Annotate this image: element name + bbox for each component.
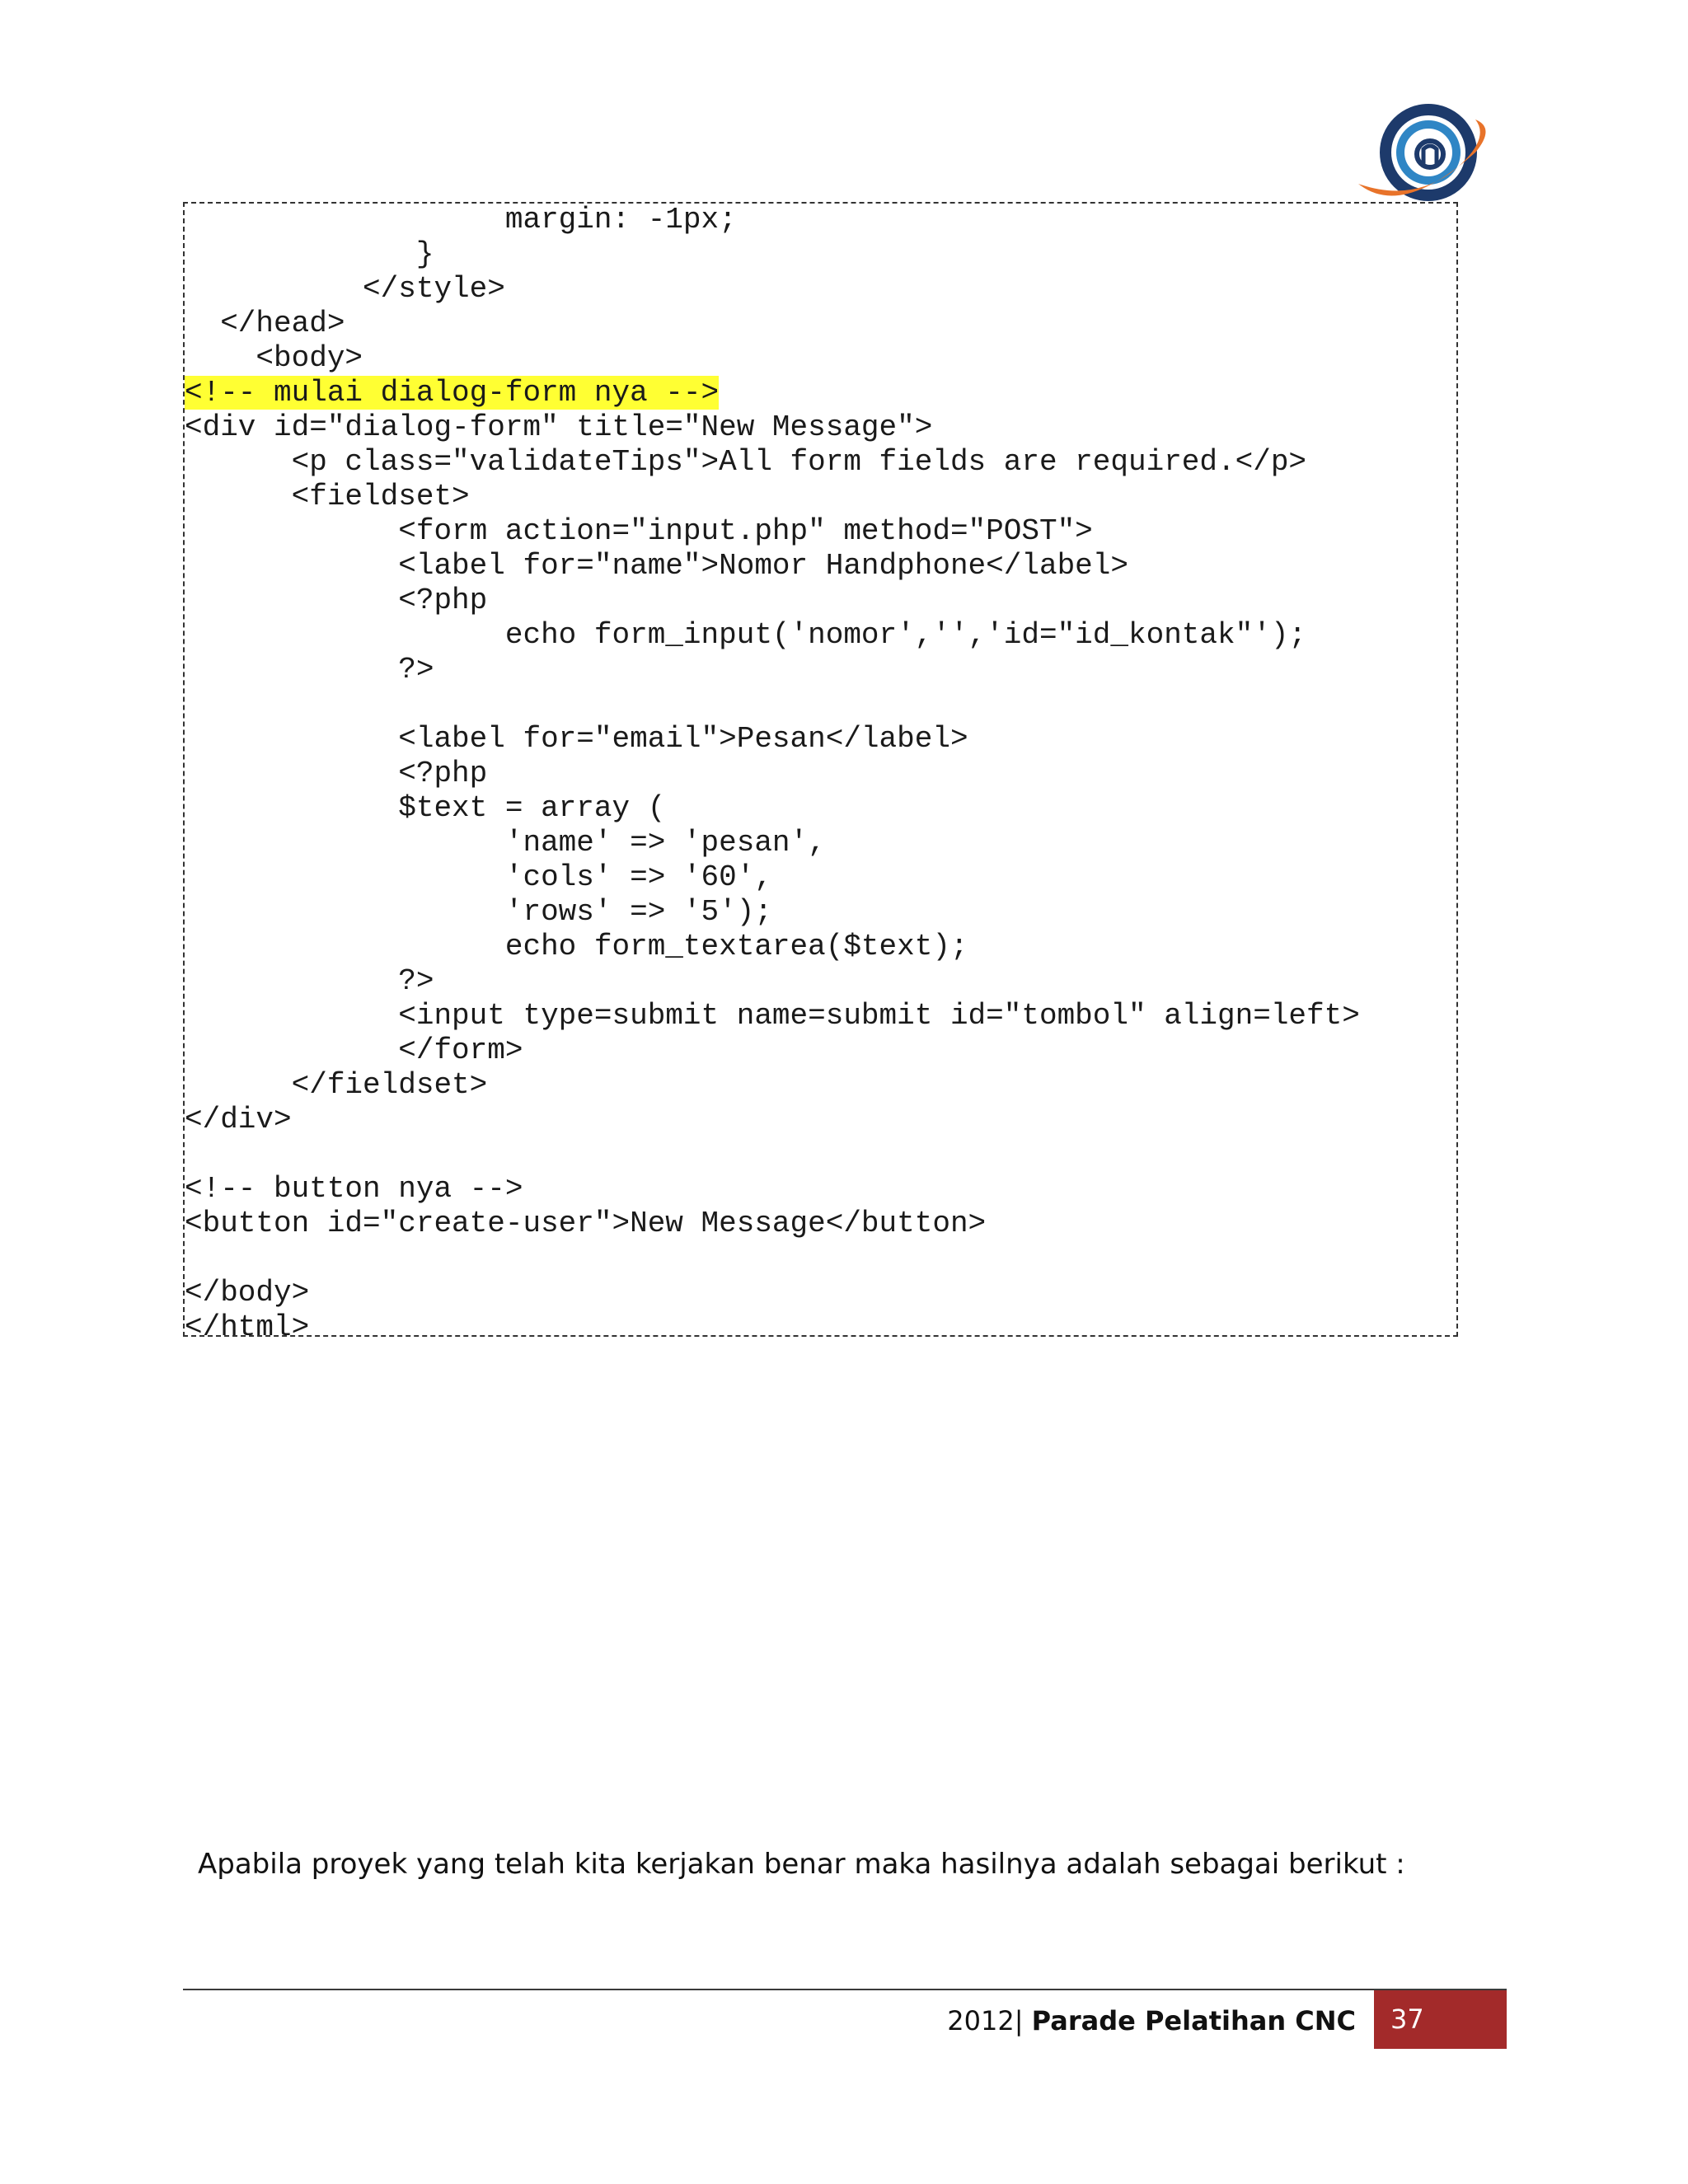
code-line-21: 'rows' => '5'); (185, 895, 772, 929)
code-line-29: <!-- button nya --> (185, 1172, 523, 1206)
highlighted-comment: <!-- mulai dialog-form nya --> (185, 376, 720, 410)
code-line-5: <body> (185, 341, 363, 375)
code-line-3: </style> (185, 272, 505, 306)
code-line-16: <label for="email">Pesan</label> (185, 722, 968, 756)
code-line-18: $text = array ( (185, 791, 666, 825)
cnc-logo (1352, 95, 1500, 210)
cnc-logo-icon (1352, 95, 1500, 210)
footer-brand: Parade Pelatihan CNC (1031, 2005, 1356, 2036)
page-number: 37 (1390, 2004, 1424, 2035)
footer-year: 2012| (947, 2005, 1024, 2036)
code-line-24: <input type=submit name=submit id="tombol" align=left> (185, 999, 1360, 1033)
code-line-25: </form> (185, 1033, 523, 1067)
code-line-13: echo form_input('nomor','','id="id_kontak"'); (185, 618, 1307, 652)
code-line-22: echo form_textarea($text); (185, 930, 968, 963)
code-line-12: <?php (185, 583, 488, 617)
code-line-26: </fieldset> (185, 1068, 488, 1102)
page-number-box (1374, 1990, 1507, 2049)
code-line-10: <form action="input.php" method="POST"> (185, 514, 1093, 548)
code-line-14: ?> (185, 653, 434, 687)
body-paragraph: Apabila proyek yang telah kita kerjakan benar maka hasilnya adalah sebagai berikut : (198, 1848, 1405, 1881)
code-line-23: ?> (185, 964, 434, 998)
code-line-32: </body> (185, 1276, 310, 1310)
code-line-33: </html> (185, 1310, 310, 1337)
code-line-8: <p class="validateTips">All form fields are required.</p> (185, 445, 1307, 479)
code-line-7: <div id="dialog-form" title="New Message"> (185, 410, 933, 444)
code-line-6-wrapper (185, 377, 719, 410)
code-line-2: } (185, 237, 434, 271)
code-line-27: </div> (185, 1103, 292, 1137)
code-line-11: <label for="name">Nomor Handphone</label> (185, 549, 1128, 583)
footer-title (947, 2003, 1356, 2039)
code-line-1: margin: -1px; (185, 203, 737, 237)
code-line-20: 'cols' => '60', (185, 860, 772, 894)
code-line-9: <fieldset> (185, 480, 470, 513)
code-line-17: <?php (185, 757, 488, 790)
code-line-30: <button id="create-user">New Message</button> (185, 1207, 987, 1240)
footer-divider (183, 1989, 1507, 1990)
code-line-4: </head> (185, 307, 345, 340)
code-line-19: 'name' => 'pesan', (185, 826, 826, 860)
code-listing-box (183, 202, 1458, 1337)
